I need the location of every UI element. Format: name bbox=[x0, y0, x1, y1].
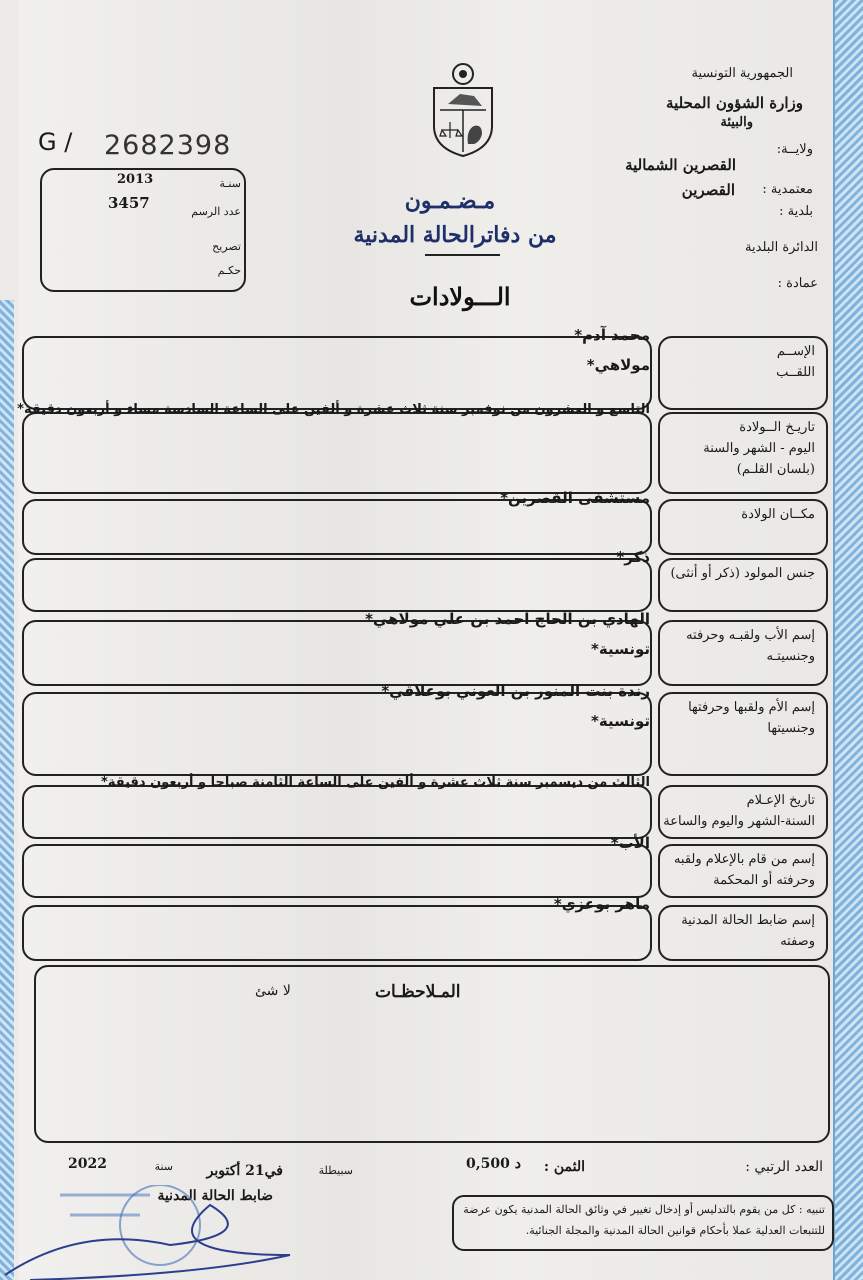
field-label-line: مكــان الولادة bbox=[741, 507, 815, 522]
value-box bbox=[22, 785, 652, 839]
title-underline bbox=[425, 254, 500, 256]
value-box bbox=[22, 499, 652, 555]
act-number-label: عدد الرسم bbox=[191, 205, 241, 218]
municipality-label: بلدية : bbox=[779, 204, 813, 219]
price-label: الثمن : bbox=[543, 1159, 585, 1175]
act-number-value: 3457 bbox=[108, 194, 150, 212]
field-label bbox=[660, 911, 815, 953]
issue-place: سبيطلة bbox=[318, 1164, 353, 1177]
judgment-label: حكـم bbox=[217, 264, 241, 277]
delegation-value: القصرين الشمالية bbox=[625, 156, 736, 174]
field-label-line: الإســم bbox=[776, 344, 815, 359]
field-value: التاسع و العشرون من نوفمبر سنة ثلاث عشرة و ألفين على الساعة السادسة مساء و أربعون دقيقة* bbox=[17, 402, 650, 417]
coat-of-arms-icon bbox=[430, 60, 496, 158]
value-box bbox=[22, 905, 652, 961]
serial-number: 2682398 bbox=[104, 130, 232, 161]
municipality-value: القصرين bbox=[681, 181, 735, 199]
field-label-line: إسم ضابط الحالة المدنية bbox=[681, 913, 815, 928]
field-value: تونسية* bbox=[591, 712, 650, 730]
signature-stamp bbox=[0, 1185, 300, 1280]
field-label-line: تاريـخ الــولادة bbox=[739, 420, 815, 435]
register-year-label: سنـة bbox=[219, 177, 241, 190]
officer-title: ضابط الحالة المدنية bbox=[157, 1188, 273, 1204]
issue-date: في21 أكتوبر bbox=[206, 1163, 283, 1179]
field-label bbox=[660, 418, 815, 480]
field-label-line: وجنسيتها bbox=[767, 720, 815, 736]
field-label-line: وحرفته أو المحكمة bbox=[713, 872, 815, 888]
field-value: الأب* bbox=[610, 834, 650, 852]
field-label-line: إسم من قام بالإعلام ولقبه bbox=[673, 852, 815, 867]
field-label bbox=[660, 505, 815, 526]
ministry-sub: والبيئة bbox=[720, 115, 753, 130]
district-label: الدائرة البلدية bbox=[745, 240, 818, 255]
security-border-left bbox=[0, 300, 14, 1280]
field-value: الهادي بن الحاج احمد بن علي مولاهي* bbox=[365, 610, 650, 628]
title-births: الـــولادات bbox=[409, 282, 511, 311]
field-value: رندة بنت المنور بن العوني بوعلاقي* bbox=[381, 682, 650, 700]
value-box bbox=[22, 558, 652, 612]
field-label bbox=[660, 342, 815, 384]
field-label bbox=[660, 698, 815, 740]
imada-label: عمادة : bbox=[777, 276, 818, 291]
title-line1: مـضـمـون bbox=[404, 188, 496, 214]
wilaya-label: ولايــة: bbox=[776, 142, 813, 157]
year-label: سنة bbox=[154, 1160, 173, 1173]
field-label-line: إسم الأب ولقبـه وحرفته bbox=[686, 628, 815, 643]
register-year-value: 2013 bbox=[117, 172, 154, 187]
field-value: ذكر* bbox=[616, 548, 650, 566]
remarks-label: المـلاحظـات bbox=[375, 982, 461, 1002]
field-label-line: اليوم - الشهر والسنة bbox=[703, 440, 815, 456]
value-box bbox=[22, 412, 652, 494]
value-box bbox=[22, 336, 652, 410]
field-label-line: جنس المولود (ذكر أو أنثى) bbox=[670, 566, 815, 581]
field-value: مولاهي* bbox=[586, 356, 650, 374]
field-value: الثالث من ديسمبر سنة ثلاث عشرة و ألفين على الساعة الثامنة صباحا و أربعون دقيقة* bbox=[101, 775, 650, 790]
field-label-line: (بلسان القلـم) bbox=[736, 461, 815, 477]
value-box bbox=[22, 620, 652, 686]
field-label bbox=[660, 564, 815, 585]
field-label-line: إسم الأم ولقبها وحرفتها bbox=[688, 700, 815, 715]
field-label-line: السنة-الشهر واليوم والساعة bbox=[663, 813, 815, 829]
field-value: تونسية* bbox=[591, 640, 650, 658]
field-label bbox=[660, 850, 815, 892]
value-box bbox=[22, 692, 652, 776]
security-border bbox=[833, 0, 863, 1280]
field-value: محمد آدم* bbox=[574, 326, 650, 344]
ministry: وزارة الشؤون المحلية bbox=[666, 94, 803, 112]
title-line2: من دفاترالحالة المدنية bbox=[353, 222, 557, 248]
field-label bbox=[660, 626, 815, 668]
year-value: 2022 bbox=[68, 1156, 107, 1172]
field-label bbox=[660, 791, 815, 833]
notice-text: تنبيه : كل من يقوم بالتدليس أو إدخال تغيير في وثائق الحالة المدنية يكون عرضة للتتبعات العدلية عملا بأحكام قوانين الحالة المدنية والمجلة الجنائية. bbox=[463, 1203, 825, 1237]
serial-number-label: العدد الرتبي : bbox=[745, 1159, 823, 1175]
field-value: ماهر بوعزي* bbox=[553, 895, 650, 913]
price-value: 0,500 د bbox=[466, 1156, 521, 1172]
value-box bbox=[22, 844, 652, 898]
field-label-line: تاريخ الإعـلام bbox=[746, 793, 815, 808]
declaration-label: تصريح bbox=[212, 240, 241, 253]
remarks-value: لا شئ bbox=[255, 983, 291, 999]
field-value: مستشفى القصرين* bbox=[500, 489, 650, 507]
field-label-line: اللقــب bbox=[776, 364, 815, 380]
republic: الجمهورية التونسية bbox=[691, 66, 793, 81]
field-label-line: وصفته bbox=[780, 933, 815, 949]
serial-prefix: G / bbox=[38, 128, 73, 156]
delegation-label: معتمدية : bbox=[762, 182, 813, 197]
field-label-line: وجنسيتـه bbox=[766, 648, 815, 664]
